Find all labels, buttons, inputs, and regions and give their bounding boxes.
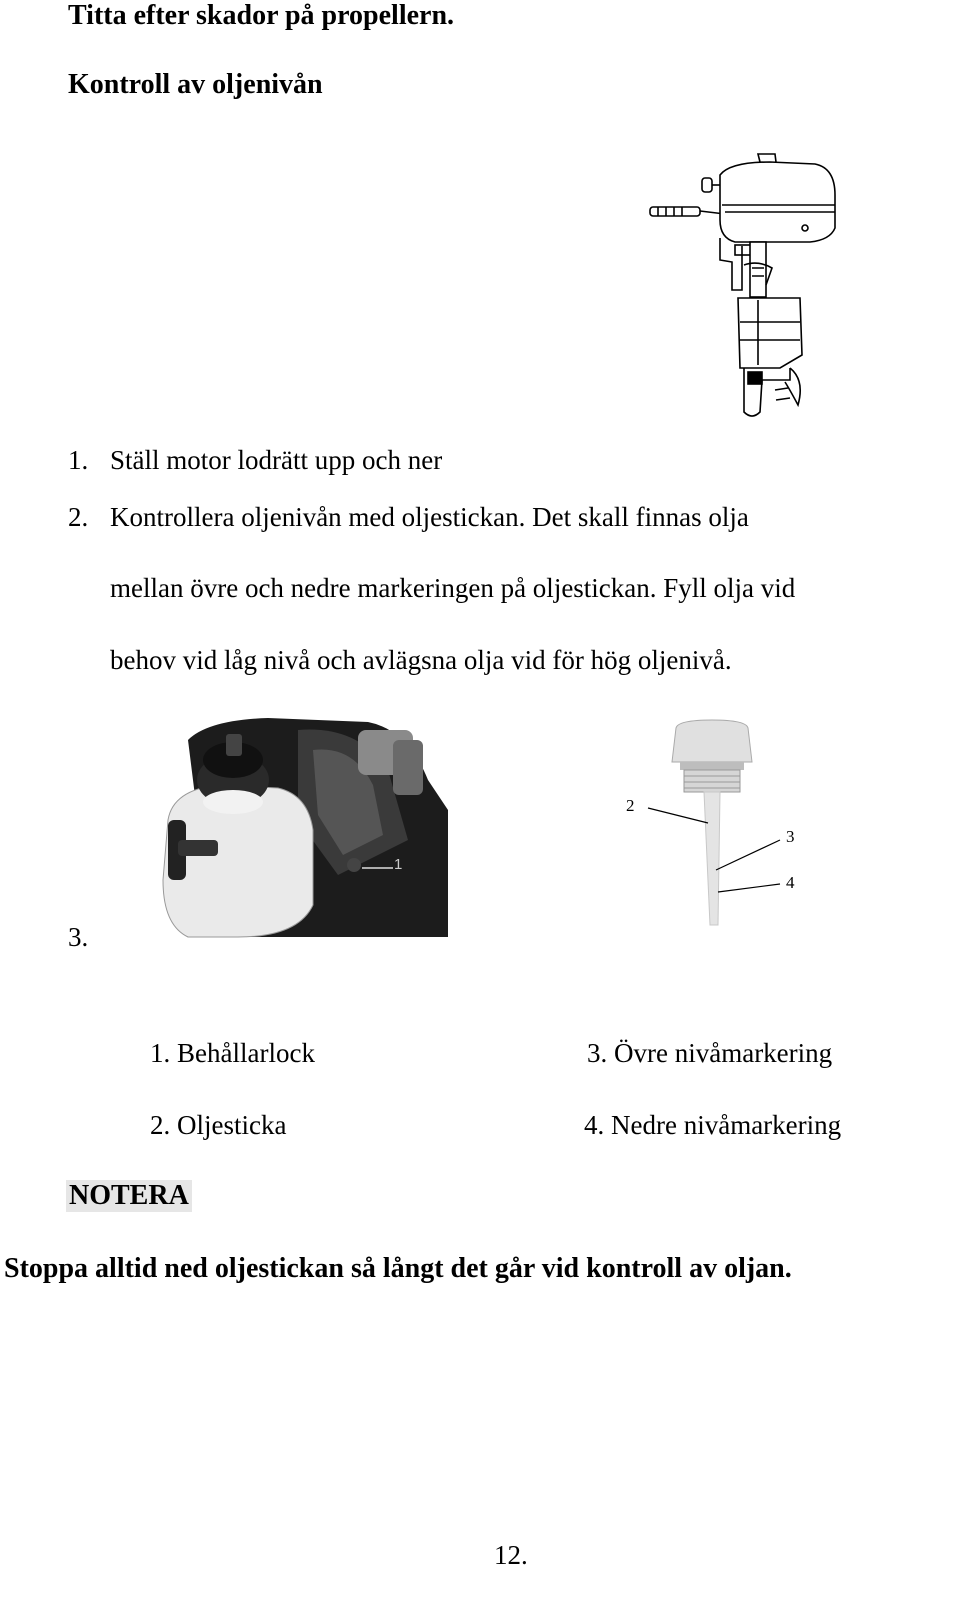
legend-item-3: 3. Övre nivåmarkering <box>587 1038 833 1068</box>
dipstick-callout-3: 3 <box>786 827 795 846</box>
step-2-line-2: mellan övre och nedre markeringen på oljestickan. Fyll olja vid <box>110 573 796 603</box>
step-2-line-3: behov vid låg nivå och avlägsna olja vid för hög oljenivå. <box>110 645 732 675</box>
dipstick-callout-4: 4 <box>786 873 795 892</box>
step-2-line-1: Kontrollera oljenivån med oljestickan. Det skall finnas olja <box>110 502 749 532</box>
page-number: 12. <box>494 1540 528 1570</box>
legend-item-2: 2. Oljesticka <box>150 1110 287 1140</box>
dipstick-callout-2: 2 <box>626 796 635 815</box>
step-1-text: Ställ motor lodrätt upp och ner <box>110 445 443 475</box>
outboard-motor-illustration <box>640 150 840 425</box>
note-label: NOTERA <box>66 1180 192 1212</box>
photo-callout-1: 1 <box>394 856 403 873</box>
dipstick-illustration <box>600 720 820 930</box>
step-3-number: 3. <box>68 922 89 952</box>
note-text: Stoppa alltid ned oljestickan så långt det går vid kontroll av oljan. <box>4 1253 792 1284</box>
heading-oil-check: Kontroll av oljenivån <box>68 69 323 100</box>
legend-item-4: 4. Nedre nivåmarkering <box>584 1110 842 1140</box>
engine-photo <box>148 700 458 937</box>
legend-item-1: 1. Behållarlock <box>150 1038 315 1068</box>
heading-propeller: Titta efter skador på propellern. <box>68 0 455 31</box>
step-1-number: 1. <box>68 445 89 475</box>
step-2-number: 2. <box>68 502 89 532</box>
